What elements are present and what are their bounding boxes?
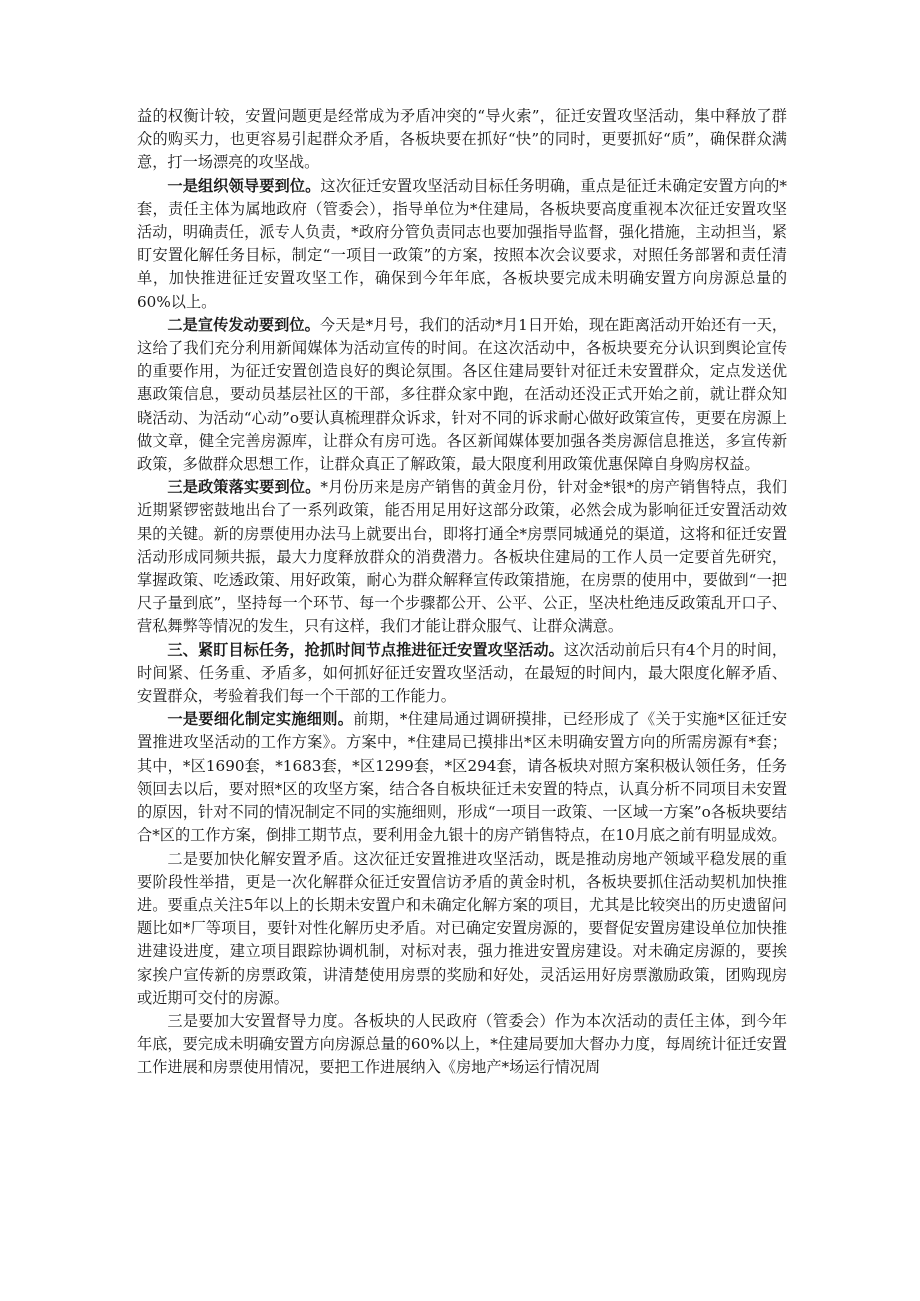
paragraph-text: 益的权衡计较，安置问题更是经常成为矛盾冲突的“导火索”，征迁安置攻坚活动，集中释放了群众的购买力，也更容易引起群众矛盾，各板块要在抓好“快”的同时，更要抓好“质”，确保群众满意，打一场漂亮的攻坚战。 xyxy=(137,107,787,172)
paragraph-publicity-mobilization xyxy=(137,314,787,476)
section-heading-three xyxy=(137,639,787,709)
paragraph-text: 二是要加快化解安置矛盾。这次征迁安置推进攻坚活动，既是推动房地产领域平稳发展的重要阶段性举措，更是一次化解群众征迁安置信访矛盾的黄金时机，各板块要抓住活动契机加快推进。要重点关注5年以上的长期未安置户和未确定化解方案的项目，尤其是比较突出的历史遗留问题比如*厂等项目，要针对性化解历史矛盾。对已确定安置房源的，要督促安置房建设单位加快推进建设进度，建立项目跟踪协调机制，对标对表，强力推进安置房建设。对未确定房源的，要挨家挨户宣传新的房票政策，讲清楚使用房票的奖励和好处，灵活运用好房票激励政策，团购现房或近期可交付的房源。 xyxy=(137,849,787,1007)
paragraph-heading: 二是宣传发动要到位。 xyxy=(167,315,320,334)
paragraph-text: 三是要加大安置督导力度。各板块的人民政府（管委会）作为本次活动的责任主体，到今年年底，要完成未明确安置方向房源总量的60%以上，*住建局要加大督办力度，每周统计征迁安置工作进展和房票使用情况，要把工作进展纳入《房地产*场运行情况周 xyxy=(137,1011,787,1077)
paragraph-text: *月份历来是房产销售的黄金月份，针对金*银*的房产销售特点，我们近期紧锣密鼓地出台了一系列政策，能否用足用好这部分政策，必然会成为影响征迁安置活动效果的关键。新的房票使用办法马上就要出台，即将打通全*房票同城通兑的渠道，这将和征迁安置活动形成同频共振，最大力度释放群众的消费潜力。各板块住建局的工作人员一定要首先研究，掌握政策、吃透政策、用好政策，耐心为群众解释宣传政策措施，在房票的使用中，要做到“一把尺子量到底”，坚持每一个环节、每一个步骤都公开、公平、公正，坚决杜绝违反政策乱开口子、营私舞弊等情况的发生，只有这样，我们才能让群众服气、让群众满意。 xyxy=(137,478,788,636)
paragraph-text: 前期，*住建局通过调研摸排，已经形成了《关于实施*区征迁安置推进攻坚活动的工作方案》。方案中，*住建局已摸排出*区未明确安置方向的所需房源有*套；其中，*区1690套，*1683套，*区1299套，*区294套，请各板块对照方案积极认领任务，任务领回去以后，要对照*区的攻坚方案，结合各自板块征迁未安置的特点，认真分析不同项目未安置的原因，针对不同的情况制定不同的实施细则，形成“一项目一政策、一区域一方案”o各板块要结合*区的工作方案，倒排工期节点，要利用金九银十的房产销售特点，在10月底之前有明显成效。 xyxy=(137,710,788,845)
paragraph-implementation-rules xyxy=(137,708,787,847)
paragraph-text: 今天是*月号，我们的活动*月1日开始，现在距离活动开始还有一天，这给了我们充分利用新闻媒体为活动宣传的时间。在这次活动中，各板块要充分认识到舆论宣传的重要作用，为征迁安置创造良好的舆论氛围。各区住建局要针对征迁未安置群众，定点发送优惠政策信息，要动员基层社区的干部，多往群众家中跑，在活动还没正式开始之前，就让群众知晓活动、为活动“心动”o要认真梳理群众诉求，针对不同的诉求耐心做好政策宣传，更要在房源上做文章，健全完善房源库，让群众有房可选。各区新闻媒体要加强各类房源信息推送，多宣传新政策，多做群众思想工作，让群众真正了解政策，最大限度利用政策优惠保障自身购房权益。 xyxy=(137,315,788,474)
paragraph-heading: 一是要细化制定实施细则。 xyxy=(167,710,354,729)
paragraph-supervision xyxy=(137,1010,787,1080)
paragraph-heading: 一是组织领导要到位。 xyxy=(167,176,321,195)
paragraph-intro-continued xyxy=(137,105,787,175)
section-heading: 三、紧盯目标任务，抢抓时间节点推进征迁安置攻坚活动。 xyxy=(167,640,564,659)
paragraph-text: 这次征迁安置攻坚活动目标任务明确，重点是征迁未确定安置方向的*套，责任主体为属地政府（管委会），指导单位为*住建局，各板块要高度重视本次征迁安置攻坚活动，明确责任，派专人负责，*政府分管负责同志也要加强指导监督，强化措施，主动担当，紧盯安置化解任务目标，制定“一项目一政策”的方案，按照本次会议要求，对照任务部署和责任清单，加快推进征迁安置攻坚工作，确保到今年年底，各板块要完成未明确安置方向房源总量的60%以上。 xyxy=(137,176,788,311)
paragraph-heading: 三是政策落实要到位。 xyxy=(167,478,321,497)
paragraph-organization-leadership xyxy=(137,175,787,314)
paragraph-policy-implementation xyxy=(137,476,787,638)
paragraph-resolve-conflicts xyxy=(137,848,787,1010)
paragraph-text: 这次活动前后只有4个月的时间，时间紧、任务重、矛盾多，如何抓好征迁安置攻坚活动，在最短的时间内，最大限度化解矛盾、安置群众，考验着我们每一个干部的工作能力。 xyxy=(137,640,788,706)
document-page xyxy=(137,105,787,1080)
